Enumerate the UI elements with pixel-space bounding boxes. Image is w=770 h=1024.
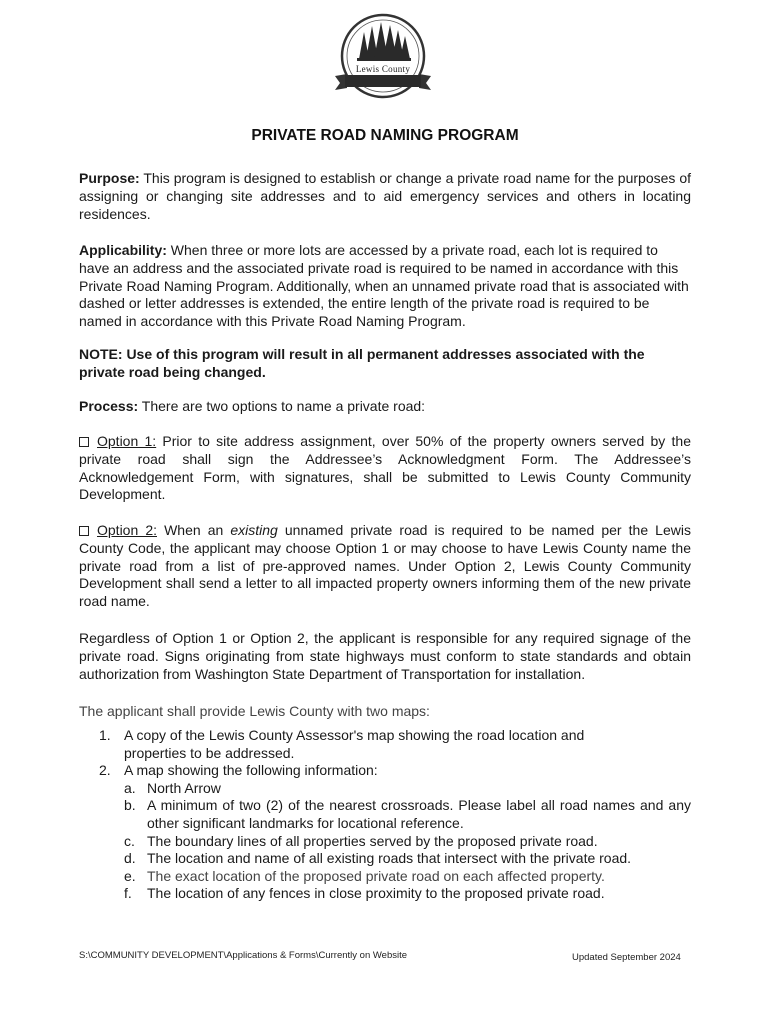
applicability-label: Applicability: <box>79 242 167 258</box>
option-1-text: Prior to site address assignment, over 50% of the property owners served by the private road shall sign the Addressee’s Acknowledgment Form. The Addressee’s Acknowledgement Form, with signatures, shall be submitted to Lewis County Community Development. <box>79 433 691 503</box>
sub-list-item <box>79 868 691 886</box>
list-item-number: 2. <box>99 762 111 779</box>
signage-paragraph: Regardless of Option 1 or Option 2, the applicant is responsible for any required signage of the private road. Signs originating from state highways must conform to state standards and obtain authorization from Washington State Department of Transportation for installation. <box>79 630 691 682</box>
sub-list-item-text: The location and name of all existing roads that intersect with the private road. <box>147 850 632 867</box>
process-text: There are two options to name a private road: <box>138 398 426 414</box>
applicability-paragraph <box>79 242 691 331</box>
maps-intro: The applicant shall provide Lewis County with two maps: <box>79 703 430 719</box>
applicability-text: When three or more lots are accessed by a private road, each lot is required to have an address and the associated private road is required to be named in accordance with this Private Road Naming Program. Additionally, when an unnamed private road that is associated with dashed or letter addresses is extended, the entire length of the private road is required to be named in accordance with this Private Road Naming Program. <box>79 242 689 330</box>
sub-list-item-text: North Arrow <box>147 779 221 796</box>
sub-list-item-text: The exact location of the proposed private road on each affected property. <box>147 867 605 884</box>
option-2-label: Option 2: <box>97 522 157 538</box>
list-item-text: A map showing the following information: <box>124 762 378 779</box>
lewis-county-seal-logo <box>329 12 437 102</box>
list-item-text: A copy of the Lewis County Assessor's map showing the road location and properties to be addressed. <box>124 727 585 761</box>
sub-list-item-text: The location of any fences in close proximity to the proposed private road. <box>147 885 605 902</box>
option-2-paragraph <box>79 522 691 611</box>
sub-list-item <box>79 833 691 851</box>
note-paragraph: NOTE: Use of this program will result in all permanent addresses associated with the private road being changed. <box>79 346 645 380</box>
purpose-paragraph <box>79 170 691 223</box>
option-2-text-before: When an <box>157 522 231 538</box>
list-item <box>79 727 691 762</box>
sub-list-item-text: The boundary lines of all properties served by the proposed private road. <box>147 832 598 849</box>
list-item <box>79 762 691 780</box>
sub-list-item-letter: a. <box>124 779 136 796</box>
sub-list-item-letter: f. <box>124 885 132 902</box>
option-2-text-after: unnamed private road is required to be named per the Lewis County Code, the applicant may choose Option 1 or may choose to have Lewis County name the private road from a list of pre-approved names. Under Option 2, Lewis County Community Development shall send a letter to all impacted property owners informing them of the new private road name. <box>79 522 691 610</box>
maps-list <box>79 727 691 903</box>
sub-list-item-letter: b. <box>124 797 136 814</box>
sub-list-item-letter: d. <box>124 850 136 867</box>
option-1-checkbox[interactable] <box>79 437 89 447</box>
option-2-checkbox[interactable] <box>79 526 89 536</box>
sub-list-item-text: A minimum of two (2) of the nearest crossroads. Please label all road names and any other significant landmarks for locational reference. <box>147 797 691 831</box>
sub-list-item <box>79 885 691 903</box>
footer-updated-date: Updated September 2024 <box>572 952 681 963</box>
seal-graphic <box>329 12 437 102</box>
process-label: Process: <box>79 398 139 414</box>
logo-wordmark: Lewis County <box>355 64 411 74</box>
sub-list-item-letter: c. <box>124 832 135 849</box>
sub-list-item-letter: e. <box>124 867 136 884</box>
purpose-text: This program is designed to establish or change a private road name for the purposes of assigning or changing site addresses and to aid emergency services and others in locating residences. <box>79 170 691 222</box>
option-1-paragraph <box>79 433 691 504</box>
sub-list-item <box>79 780 691 798</box>
option-1-label: Option 1: <box>97 433 157 449</box>
sub-list-item <box>79 850 691 868</box>
option-2-emphasis: existing <box>230 522 278 538</box>
list-item-number: 1. <box>99 727 111 743</box>
purpose-label: Purpose: <box>79 170 140 186</box>
sub-list-item <box>79 797 691 832</box>
document-title: PRIVATE ROAD NAMING PROGRAM <box>251 127 519 144</box>
footer-file-path: S:\COMMUNITY DEVELOPMENT\Applications & Forms\Currently on Website <box>79 950 408 961</box>
process-paragraph <box>79 398 691 416</box>
